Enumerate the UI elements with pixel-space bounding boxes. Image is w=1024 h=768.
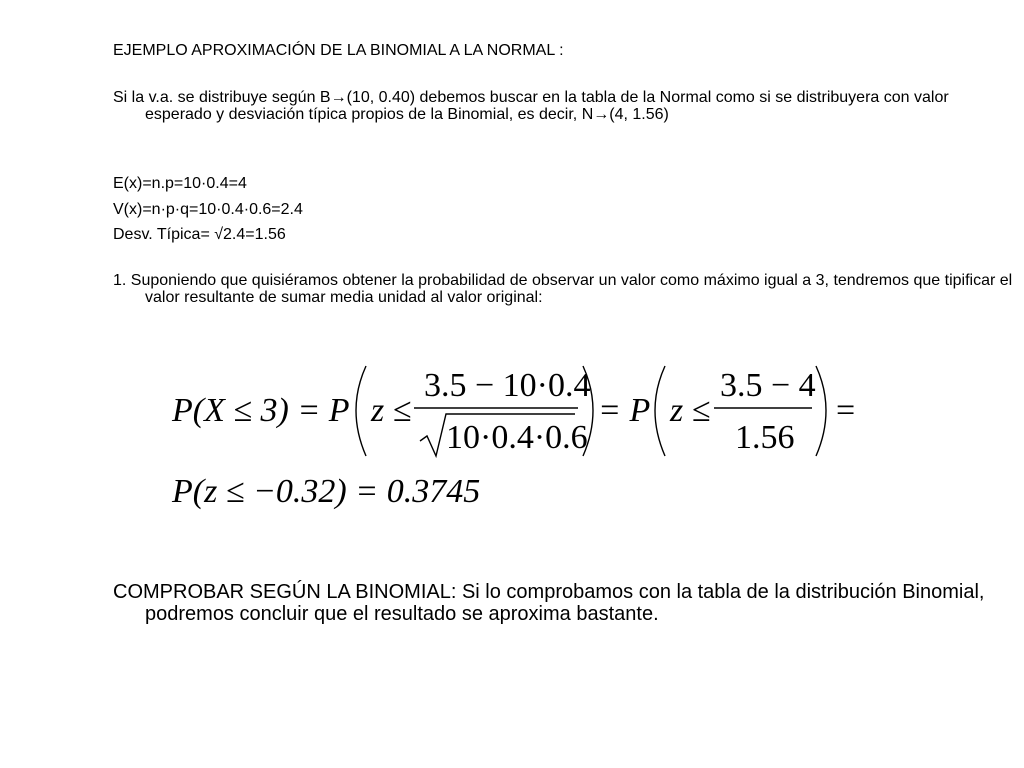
formula-denominator-2: 1.56 xyxy=(735,419,795,456)
formula-numerator-1: 3.5 − 10·0.4 xyxy=(424,367,591,404)
right-paren-2 xyxy=(816,366,826,456)
formula-numerator-2: 3.5 − 4 xyxy=(720,367,816,404)
formula-eq-end: = xyxy=(836,392,856,429)
expected-value-line: E(x)=n.p=10·0.4=4 xyxy=(113,175,247,192)
formula-z-2: z ≤ xyxy=(670,392,711,429)
intro-paragraph: Si la v.a. se distribuye según B→(10, 0.40) debemos buscar en la tabla de la Normal como si se distribuyera con valor esperado y desviación típica propios de la Binomial, es decir, N→(4, 1.56) xyxy=(113,89,949,123)
slide-title: EJEMPLO APROXIMACIÓN DE LA BINOMIAL A LA NORMAL : xyxy=(113,42,564,59)
std-dev-line: Desv. Típica= √2.4=1.56 xyxy=(113,226,286,243)
left-paren-2 xyxy=(655,366,665,456)
formula-z-1: z ≤ xyxy=(371,392,412,429)
comprobar-paragraph: COMPROBAR SEGÚN LA BINOMIAL: Si lo comprobamos con la tabla de la distribución Binomial, podremos concluir que el resultado se aproxima bastante. xyxy=(113,581,985,625)
formula-line-2: P(z ≤ −0.32) = 0.3745 xyxy=(172,473,481,510)
formula-eq-p: = P xyxy=(598,392,651,429)
step-1-paragraph: 1. Suponiendo que quisiéramos obtener la probabilidad de observar un valor como máximo igual a 3, tendremos que tipificar el valor resultante de sumar media unidad al valor original: xyxy=(113,272,1013,306)
left-paren-1 xyxy=(356,366,366,456)
formula-denominator-1: 10·0.4·0.6 xyxy=(446,419,588,456)
variance-line: V(x)=n·p·q=10·0.4·0.6=2.4 xyxy=(113,201,303,218)
formula-lhs: P(X ≤ 3) = P xyxy=(172,392,350,429)
